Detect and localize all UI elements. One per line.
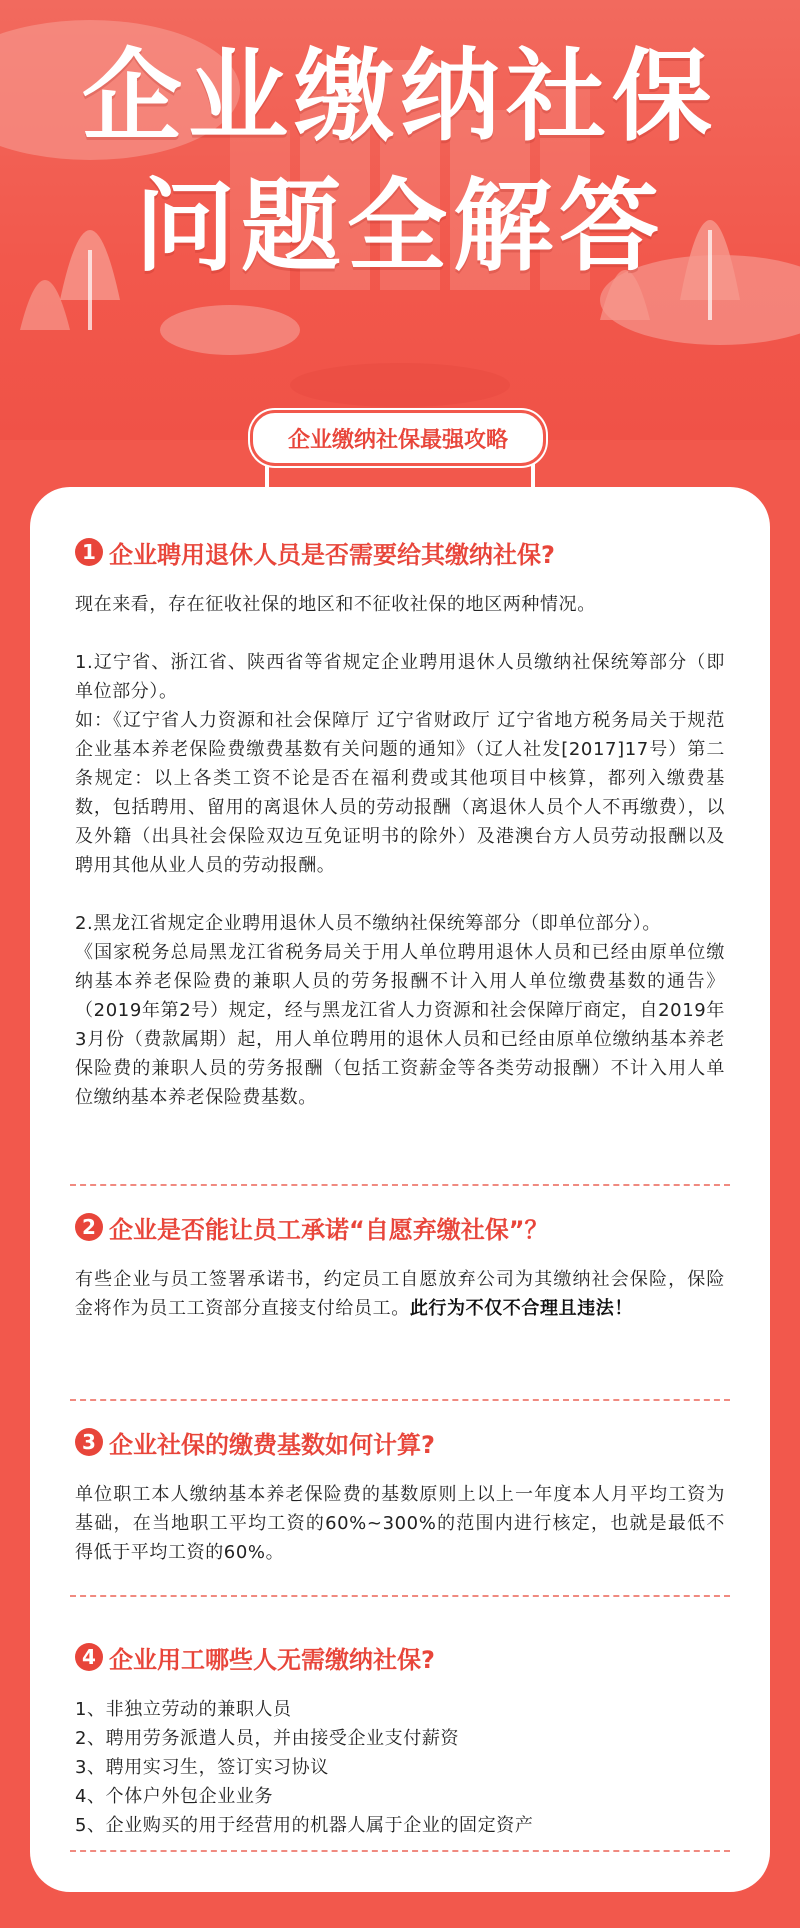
section-4-body <box>75 1695 725 1840</box>
section-2 <box>75 1207 725 1323</box>
section-1 <box>75 532 725 1112</box>
list-item: 2、聘用劳务派遣人员，并由接受企业支付薪资 <box>75 1728 460 1749</box>
divider <box>70 1850 730 1852</box>
hero-banner <box>0 0 800 440</box>
section-1-paragraph-4: 《国家税务总局黑龙江省税务局关于用人单位聘用退休人员和已经由原单位缴纳基本养老保险费的兼职人员的劳务报酬不计入用人单位缴费基数的通告》（2019年第2号）规定，经与黑龙江省人力资源和社会保障厅商定，自2019年3月份（费款属期）起，用人单位聘用的退休人员和已经由原单位缴纳基本养老保险费的兼职人员的劳务报酬（包括工资薪金等各类劳动报酬）不计入用人单位缴纳基本养老保险费基数。 <box>75 942 725 1108</box>
divider <box>70 1399 730 1401</box>
page-title-line-2: 问题全解答 <box>135 168 665 285</box>
section-1-question: 企业聘用退休人员是否需要给其缴纳社保? <box>109 540 555 569</box>
list-item: 5、企业购买的用于经营用的机器人属于企业的固定资产 <box>75 1815 534 1836</box>
section-1-paragraph-3: 2.黑龙江省规定企业聘用退休人员不缴纳社保统筹部分（即单位部分）。 <box>75 913 661 934</box>
section-2-text: 有些企业与员工签署承诺书，约定员工自愿放弃公司为其缴纳社会保险，保险金将作为员工工资部分直接支付给员工。 <box>75 1269 725 1319</box>
section-1-paragraph-2: 如：《辽宁省人力资源和社会保障厅 辽宁省财政厅 辽宁省地方税务局关于规范企业基本养老保险费缴费基数有关问题的通知》（辽人社发[2017]17号）第二条规定：以上各类工资不论是否在福利费或其他项目中核算，都列入缴费基数，包括聘用、留用的离退休人员的劳动报酬（离退休人员个人不再缴费），以及外籍（出具社会保险双边互免证明书的除外）及港澳台方人员劳动报酬以及聘用其他从业人员的劳动报酬。 <box>75 710 725 876</box>
divider <box>70 1595 730 1597</box>
section-2-emphasis: 此行为不仅不合理且违法！ <box>409 1298 634 1319</box>
list-item: 1、非独立劳动的兼职人员 <box>75 1699 292 1720</box>
section-4-question: 企业用工哪些人无需缴纳社保? <box>109 1645 435 1674</box>
section-2-question: 企业是否能让员工承诺“自愿弃缴社保”？ <box>109 1215 549 1244</box>
section-1-body <box>75 590 725 1112</box>
list-item: 3、聘用实习生，签订实习协议 <box>75 1757 329 1778</box>
section-3-heading <box>75 1422 725 1462</box>
section-4-heading <box>75 1637 725 1677</box>
exempt-list <box>75 1695 725 1840</box>
section-2-body <box>75 1265 725 1323</box>
section-3 <box>75 1422 725 1567</box>
section-3-body <box>75 1480 725 1567</box>
number-badge-icon: 3 <box>75 1428 103 1456</box>
list-item: 4、个体户外包企业业务 <box>75 1786 274 1807</box>
number-badge-icon: 2 <box>75 1213 103 1241</box>
content-card <box>30 487 770 1892</box>
strategy-badge: 企业缴纳社保最强攻略 <box>250 410 546 466</box>
number-badge-icon: 1 <box>75 538 103 566</box>
section-2-heading <box>75 1207 725 1247</box>
section-3-question: 企业社保的缴费基数如何计算? <box>109 1430 435 1459</box>
page-title-line-1: 企业缴纳社保 <box>82 38 718 155</box>
section-1-intro: 现在来看，存在征收社保的地区和不征收社保的地区两种情况。 <box>75 594 596 615</box>
section-3-text: 单位职工本人缴纳基本养老保险费的基数原则上以上一年度本人月平均工资为基础，在当地职工平均工资的60%~300%的范围内进行核定，也就是最低不得低于平均工资的60%。 <box>75 1484 725 1563</box>
section-4 <box>75 1637 725 1840</box>
divider <box>70 1184 730 1186</box>
section-1-paragraph-1: 1.辽宁省、浙江省、陕西省等省规定企业聘用退休人员缴纳社保统筹部分（即单位部分）。 <box>75 652 725 702</box>
section-1-heading <box>75 532 725 572</box>
number-badge-icon: 4 <box>75 1643 103 1671</box>
